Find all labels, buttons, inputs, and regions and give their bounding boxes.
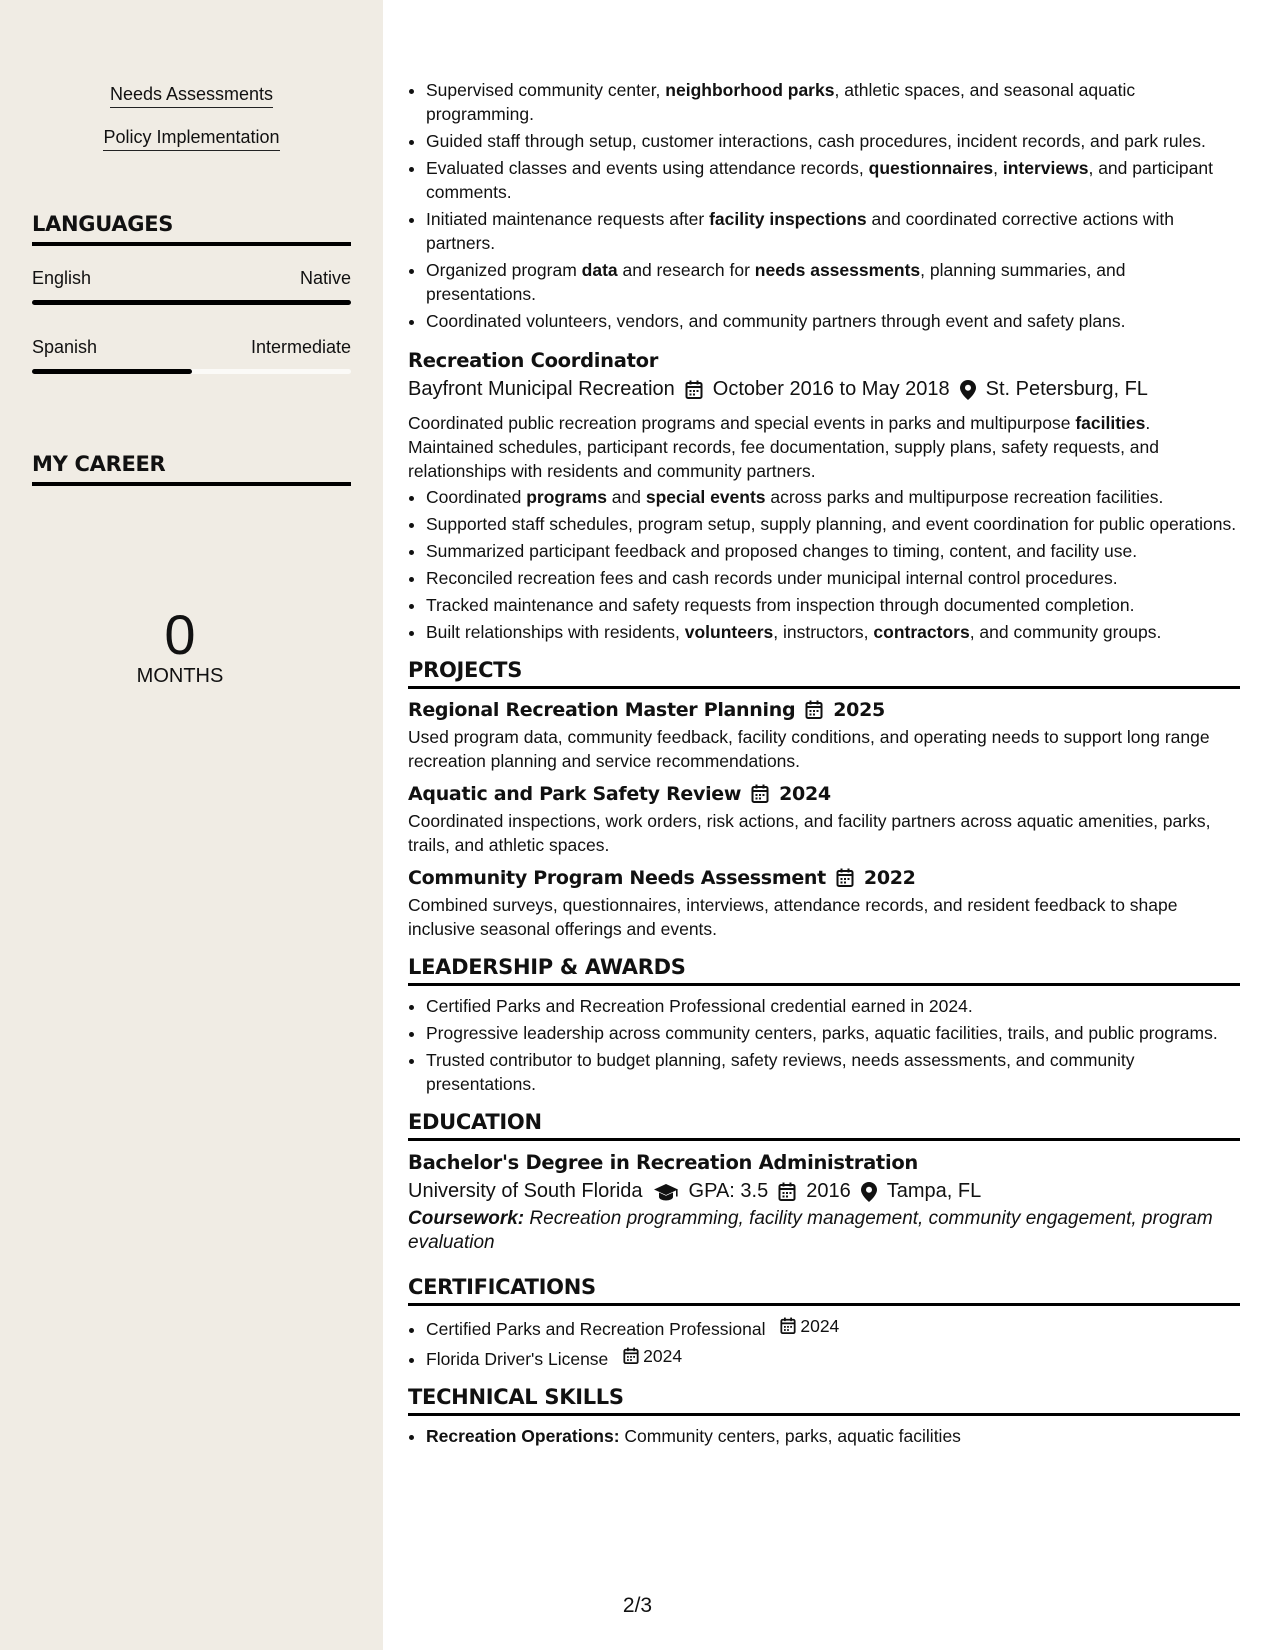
project-item [408,783,1240,857]
calendar-icon [623,1347,639,1365]
calendar-icon [685,380,703,400]
job-description: Coordinated public recreation programs and special events in parks and multipurpose facilities. Maintained schedules, participant records, fee documentation, supply plans, safety requests, and relationships with residents and community partners. [408,413,1159,481]
education-heading: EDUCATION [408,1110,1240,1141]
technical-skill-item [426,1424,1240,1448]
education-year: 2016 [806,1180,851,1202]
project-year: 2024 [779,783,831,805]
previous-job-bullets [408,78,1240,333]
degree-title: Bachelor's Degree in Recreation Administration [408,1151,919,1174]
calendar-icon [780,1317,796,1335]
school-name: University of South Florida [408,1180,643,1202]
job-bullets [408,485,1240,644]
language-row-spanish [32,337,351,358]
coursework [408,1207,1240,1255]
coursework-label: Coursework: [408,1208,525,1229]
skill-value: Community centers, parks, aquatic facilities [624,1426,961,1446]
project-year: 2022 [863,867,916,889]
project-title: Regional Recreation Master Planning [408,699,796,721]
language-level: Intermediate [250,337,351,357]
skill-label: Recreation Operations: [426,1426,620,1446]
project-title: Aquatic and Park Safety Review [408,783,742,805]
calendar-icon [836,868,854,888]
career-unit: MONTHS [136,665,224,687]
list-item: • Guided staff through setup, customer interactions, cash procedures, incident records, and park rules. [426,129,1240,153]
list-item: • Built relationships with residents, volunteers, instructors, contractors, and community groups. [426,620,1240,644]
calendar-icon [805,700,823,720]
list-item: • Reconciled recreation fees and cash records under municipal internal control procedures. [426,566,1240,590]
language-bar-spanish [32,369,351,374]
education-meta [408,1180,1240,1203]
project-year: 2025 [833,699,885,721]
skill-link-policy-implementation[interactable]: Policy Implementation [0,127,383,151]
sidebar [0,0,383,1650]
list-item: • Evaluated classes and events using attendance records, questionnaires, interviews, and participant comments. [426,156,1240,204]
certifications-list [408,1314,1240,1371]
project-title: Community Program Needs Assessment [408,867,826,889]
language-bar-english [32,300,351,305]
language-bar-fill [32,300,351,305]
graduation-cap-icon [653,1182,679,1202]
list-item: • Tracked maintenance and safety requests from inspection through documented completion. [426,593,1240,617]
job-dates: October 2016 to May 2018 [712,378,950,400]
language-name: English [32,268,92,288]
language-bar-fill [32,369,192,374]
education-location: Tampa, FL [886,1180,982,1202]
career-value: 0 [164,603,196,666]
list-item: • Certified Parks and Recreation Professional credential earned in 2024. [426,994,1240,1018]
list-item: • Coordinated volunteers, vendors, and community partners through event and safety plans. [426,309,1240,333]
skill-link-needs-assessments[interactable]: Needs Assessments [0,84,383,108]
project-description: Used program data, community feedback, facility conditions, and operating needs to support long range recreation planning and service recommendations. [408,727,1210,771]
location-pin-icon [861,1182,877,1202]
certification-name: Florida Driver's License [426,1349,609,1369]
calendar-icon [751,784,769,804]
list-item: • Coordinated programs and special events across parks and multipurpose recreation facilities. [426,485,1240,509]
certification-year: 2024 [800,1316,840,1336]
gpa: GPA: 3.5 [688,1180,769,1202]
list-item: • Summarized participant feedback and proposed changes to timing, content, and facility use. [426,539,1240,563]
career-heading: MY CAREER [32,452,351,486]
job-meta [408,378,1240,401]
certifications-heading: CERTIFICATIONS [408,1275,1240,1306]
list-item: • Supervised community center, neighborhood parks, athletic spaces, and seasonal aquatic programming. [426,78,1240,126]
project-description: Coordinated inspections, work orders, risk actions, and facility partners across aquatic amenities, parks, trails, and athletic spaces. [408,811,1211,855]
list-item: • Trusted contributor to budget planning, safety reviews, needs assessments, and community presentations. [426,1048,1240,1096]
language-name: Spanish [32,337,98,357]
projects-heading: PROJECTS [408,658,1240,689]
language-row-english [32,268,351,289]
main-content [408,78,1240,1451]
technical-skills-heading: TECHNICAL SKILLS [408,1385,1240,1416]
certification-item [426,1344,1240,1371]
project-item [408,867,1240,941]
job-title: Recreation Coordinator [408,349,659,372]
technical-skills-list [408,1424,1240,1448]
list-item: • Organized program data and research for needs assessments, planning summaries, and presentations. [426,258,1240,306]
project-item [408,699,1240,773]
company-name: Bayfront Municipal Recreation [408,378,675,400]
location-pin-icon [960,380,976,400]
list-item: • Supported staff schedules, program setup, supply planning, and event coordination for public operations. [426,512,1240,536]
calendar-icon [778,1182,796,1202]
project-description: Combined surveys, questionnaires, interviews, attendance records, and resident feedback to shape inclusive seasonal offerings and events. [408,895,1178,939]
job-location: St. Petersburg, FL [985,378,1148,400]
coursework-text: Recreation programming, facility management, community engagement, program evaluation [408,1208,1213,1253]
language-level: Native [299,268,351,288]
leadership-heading: LEADERSHIP & AWARDS [408,955,1240,986]
languages-heading: LANGUAGES [32,212,351,246]
list-item: • Initiated maintenance requests after facility inspections and coordinated corrective actions with partners. [426,207,1240,255]
certification-name: Certified Parks and Recreation Professional [426,1319,766,1339]
certification-item [426,1314,1240,1341]
list-item: • Progressive leadership across community centers, parks, aquatic facilities, trails, and public programs. [426,1021,1240,1045]
leadership-bullets [408,994,1240,1096]
page-number: 2/3 [622,1594,653,1617]
certification-year: 2024 [643,1346,683,1366]
